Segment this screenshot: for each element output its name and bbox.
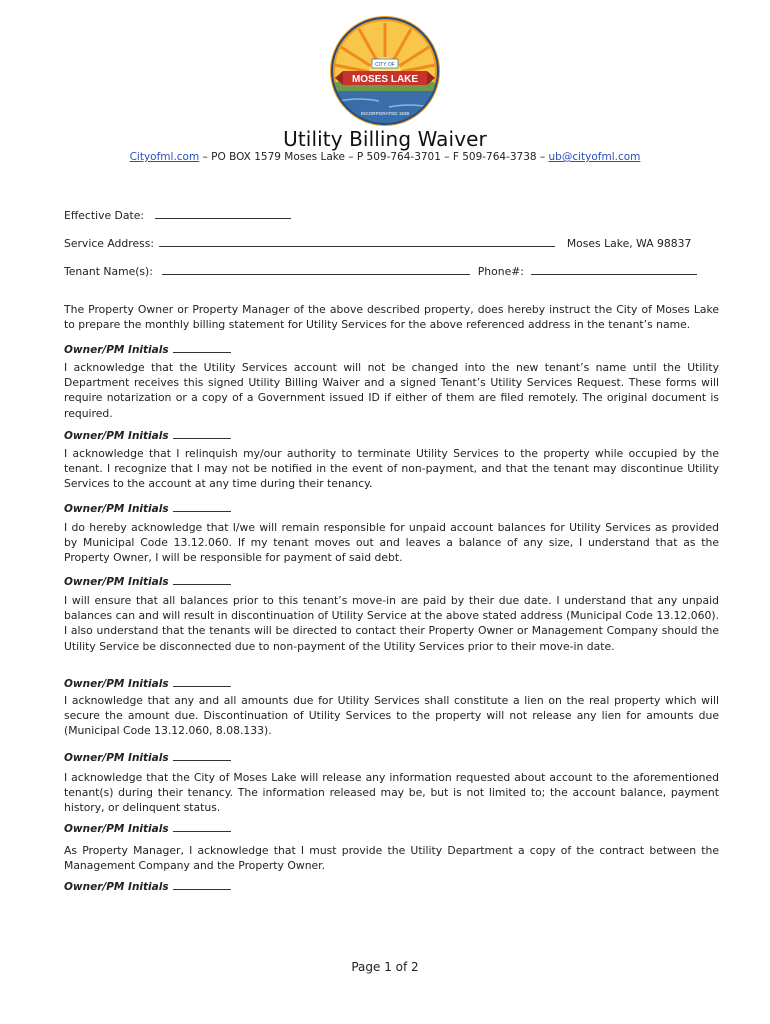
- clause-5: I acknowledge that any and all amounts due for Utility Services shall constitute a lien on the real property which will secure the amount due. Discontinuation of Utility Services to the property will not release any lien for amounts due (Municipal Code 13.12.060, 8.08.133).: [64, 694, 719, 738]
- clause-7: As Property Manager, I acknowledge that I must provide the Utility Department a copy of the contract between the Management Company and the Property Owner.: [64, 844, 719, 873]
- initials-field[interactable]: [173, 822, 231, 832]
- initials-label: Owner/PM Initials: [64, 430, 169, 442]
- tenant-names-label: Tenant Name(s):: [64, 265, 153, 278]
- intro-paragraph: The Property Owner or Property Manager of the above described property, does hereby instruct the City of Moses Lake to prepare the monthly billing statement for Utility Services for the above referenced address in the tenant’s name.: [64, 303, 719, 332]
- effective-date-field[interactable]: [155, 208, 291, 219]
- initials-field[interactable]: [173, 343, 231, 353]
- initials-field[interactable]: [173, 880, 231, 890]
- website-link[interactable]: Cityofml.com: [129, 151, 200, 163]
- initials-field[interactable]: [173, 677, 231, 687]
- tenant-names-row: [64, 264, 697, 278]
- city-state-zip: Moses Lake, WA 98837: [566, 237, 692, 250]
- clause-1: I acknowledge that the Utility Services account will not be changed into the new tenant’s name until the Utility Department receives this signed Utility Billing Waiver and a signed Tenant’s Utility Services Request. These forms will require notarization or a copy of a Government issued ID if either of them are filed remotely. The original document is required.: [64, 361, 719, 420]
- initials-field[interactable]: [173, 502, 231, 512]
- phone-field[interactable]: [531, 264, 697, 275]
- tenant-names-field[interactable]: [162, 264, 470, 275]
- contact-details: – PO BOX 1579 Moses Lake – P 509-764-3701 – F 509-764-3738 –: [199, 151, 549, 163]
- owner-initials-1: [64, 343, 231, 356]
- initials-label: Owner/PM Initials: [64, 823, 169, 835]
- phone-label: Phone#:: [477, 265, 524, 278]
- owner-initials-7: [64, 822, 231, 835]
- initials-field[interactable]: [173, 575, 231, 585]
- initials-label: Owner/PM Initials: [64, 503, 169, 515]
- logo-top-text: CITY OF: [375, 62, 395, 68]
- clause-6: I acknowledge that the City of Moses Lake will release any information requested about account to the aforementioned tenant(s) during their tenancy. The information released may be, but is not limited to; the account balance, payment history, or delinquent status.: [64, 771, 719, 815]
- logo-bottom-text: INCORPORATED 1938: [360, 111, 410, 116]
- city-logo: [329, 15, 441, 127]
- owner-initials-5: [64, 677, 231, 690]
- owner-initials-8: [64, 880, 231, 893]
- page-number: Page 1 of 2: [351, 960, 419, 974]
- effective-date-row: [64, 208, 291, 222]
- service-address-row: [64, 236, 691, 250]
- initials-field[interactable]: [173, 429, 231, 439]
- clause-4: I will ensure that all balances prior to this tenant’s move-in are paid by their due date. I understand that any unpaid balances can and will result in discontinuation of Utility Service at the above stated address (Municipal Code 13.12.060). I also understand that the tenants will be directed to contact their Property Owner or Management Company should the Utility Service be disconnected due to non-payment of the Utility Services prior to their move-in date.: [64, 594, 719, 653]
- initials-field[interactable]: [173, 751, 231, 761]
- effective-date-label: Effective Date:: [64, 209, 144, 222]
- initials-label: Owner/PM Initials: [64, 678, 169, 690]
- initials-label: Owner/PM Initials: [64, 576, 169, 588]
- email-link[interactable]: ub@cityofml.com: [548, 151, 641, 163]
- owner-initials-2: [64, 429, 231, 442]
- service-address-label: Service Address:: [64, 237, 154, 250]
- owner-initials-3: [64, 502, 231, 515]
- initials-label: Owner/PM Initials: [64, 752, 169, 764]
- clause-3: I do hereby acknowledge that I/we will remain responsible for unpaid account balances for Utility Services as provided by Municipal Code 13.12.060. If my tenant moves out and leaves a balance of any size, I understand that as the Property Owner, I will be responsible for payment of said debt.: [64, 521, 719, 565]
- contact-line: [0, 151, 770, 163]
- initials-label: Owner/PM Initials: [64, 881, 169, 893]
- owner-initials-4: [64, 575, 231, 588]
- service-address-field[interactable]: [159, 236, 555, 247]
- clause-2: I acknowledge that I relinquish my/our authority to terminate Utility Services to the property while occupied by the tenant. I recognize that I may not be notified in the event of non-payment, and that the tenant may discontinue Utility Services to the account at any time during their tenancy.: [64, 447, 719, 491]
- owner-initials-6: [64, 751, 231, 764]
- logo-name: MOSES LAKE: [351, 74, 419, 85]
- initials-label: Owner/PM Initials: [64, 344, 169, 356]
- document-title: Utility Billing Waiver: [283, 127, 487, 151]
